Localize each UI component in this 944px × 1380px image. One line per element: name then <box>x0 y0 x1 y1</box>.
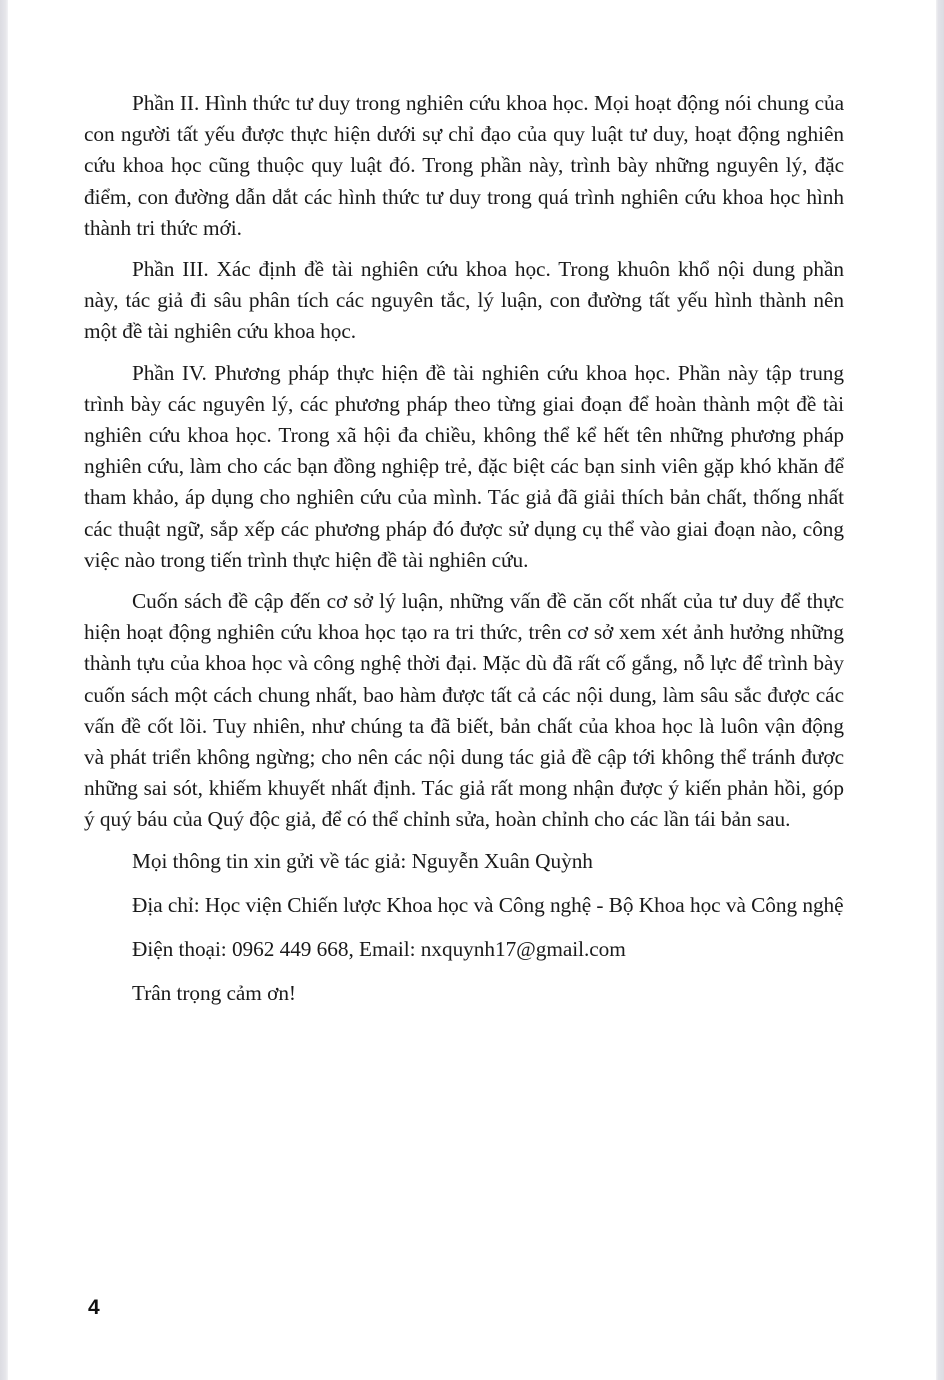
page-body <box>84 88 844 1022</box>
contact-address-line: Địa chỉ: Học viện Chiến lược Khoa học và Công nghệ - Bộ Khoa học và Công nghệ <box>132 892 844 917</box>
page-number: 4 <box>88 1296 100 1319</box>
closing-line: Trân trọng cảm ơn! <box>132 981 296 1006</box>
paragraph-part-3: Phần III. Xác định đề tài nghiên cứu khoa học. Trong khuôn khổ nội dung phần này, tác giả đi sâu phân tích các nguyên tắc, lý luận, con đường tất yếu hình thành nên một đề tài nghiên cứu khoa học. <box>84 257 844 344</box>
page-edge-right <box>936 0 944 1380</box>
contact-phone-email-line: Điện thoại: 0962 449 668, Email: nxquynh17@gmail.com <box>132 937 626 962</box>
paragraph-part-4: Phần IV. Phương pháp thực hiện đề tài nghiên cứu khoa học. Phần này tập trung trình bày các nguyên lý, các phương pháp theo từng giai đoạn để hoàn thành một đề tài nghiên cứu khoa học. Trong xã hội đa chiều, không thể kể hết tên những phương pháp nghiên cứu, làm cho các bạn đồng nghiệp trẻ, đặc biệt các bạn sinh viên gặp khó khăn để tham khảo, áp dụng cho nghiên cứu của mình. Tác giả đã giải thích bản chất, thống nhất các thuật ngữ, sắp xếp các phương pháp đó được sử dụng cụ thể vào giai đoạn nào, công việc nào trong tiến trình thực hiện đề tài nghiên cứu. <box>84 360 844 572</box>
contact-author-line: Mọi thông tin xin gửi về tác giả: Nguyễn Xuân Quỳnh <box>132 848 593 873</box>
paragraph-book-summary: Cuốn sách đề cập đến cơ sở lý luận, những vấn đề căn cốt nhất của tư duy để thực hiện hoạt động nghiên cứu khoa học tạo ra tri thức, trên cơ sở xem xét ảnh hưởng những thành tựu của khoa học và công nghệ thời đại. Mặc dù đã rất cố gắng, nỗ lực để trình bày cuốn sách một cách chung nhất, bao hàm được tất cả các nội dung, làm sâu sắc được các vấn đề cốt lõi. Tuy nhiên, như chúng ta đã biết, bản chất của khoa học là luôn vận động và phát triển không ngừng; cho nên các nội dung tác giả đề cập tới không thể tránh được những sai sót, khiếm khuyết nhất định. Tác giả rất mong nhận được ý kiến phản hồi, góp ý quý báu của Quý độc giả, để có thể chỉnh sửa, hoàn chỉnh cho các lần tái bản sau. <box>84 589 844 832</box>
page-edge-left <box>0 0 8 1380</box>
paragraph-part-2: Phần II. Hình thức tư duy trong nghiên cứu khoa học. Mọi hoạt động nói chung của con người tất yếu được thực hiện dưới sự chỉ đạo của quy luật tư duy, hoạt động nghiên cứu khoa học cũng thuộc quy luật đó. Trong phần này, trình bày những nguyên lý, đặc điểm, con đường dẫn dắt các hình thức tư duy trong quá trình nghiên cứu khoa học hình thành tri thức mới. <box>84 91 844 240</box>
